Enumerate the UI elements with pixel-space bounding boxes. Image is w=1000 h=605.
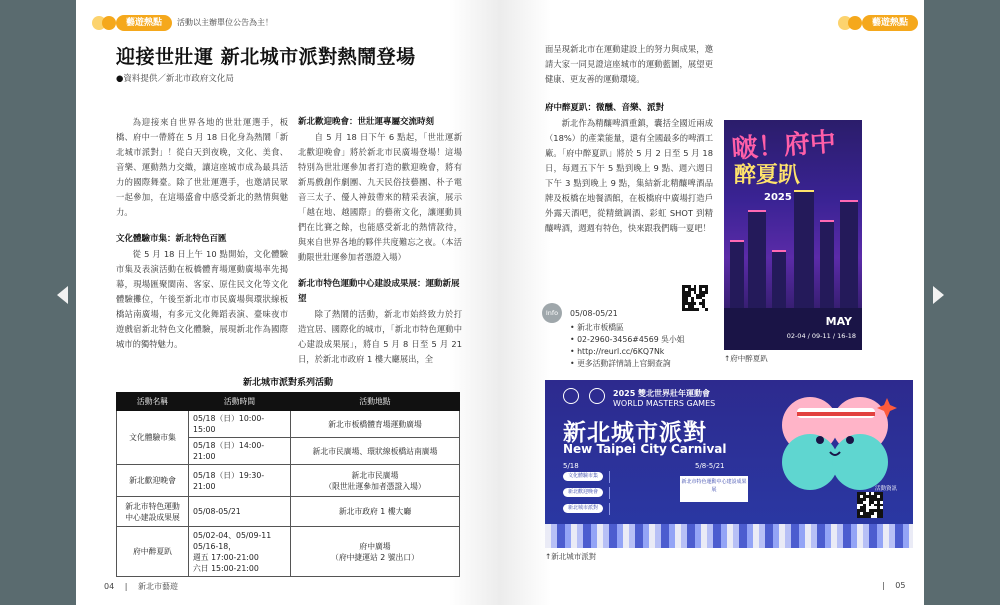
banner-event-en: WORLD MASTERS GAMES [613,399,716,408]
cell-name: 府中醉夏趴 [117,527,189,577]
cell-time: 05/02-04、05/09-11 05/16-18， 週五 17:00-21:00 六日 15:00-21:00 [189,527,291,577]
poster-image [724,120,862,350]
poster-caption: ↑府中醉夏趴 [724,354,768,363]
header-name: 活動名稱 [117,393,189,411]
credit-line: ●資料提供／新北市政府文化局 [116,74,234,84]
market-paragraph: 從 5 月 18 日上午 10 點開始，文化體驗市集及表演活動在板橋體育場運動廣場率先揭幕，現場匯聚閩南、客家、原住民文化等文化體驗攤位，午後至新北市市民廣場與環狀線板橋站南廣場，有多元文化舞蹈表演、臺味夜市遊戲宿新北特色文化體驗，展現新北作為國際城市的獨特魅力。 [116,249,288,349]
building-shape [820,220,834,310]
banner-pill: 新北歡迎晚會 [563,488,603,497]
info-url[interactable]: • http://reurl.cc/6KQ7Nk [570,346,685,358]
table-row [117,411,460,438]
table-row [117,497,460,527]
article-title: 迎接世壯運 新北城市派對熱鬧登場 [116,46,416,68]
column-1 [116,115,288,352]
info-list [570,322,685,370]
gala-paragraph: 自 5 月 18 日下午 6 點起，「世壯運新北歡迎晚會」將於新北市民廣場登場！這場特別為世壯運參加者打造的歡迎晚會，將有新馬戲創作劇團、九天民俗技藝團、朴子電音三太子、優人神鼓帶來的精采表演，展示「越在地、越國際」的藝術文化，讓運動員們在比賽之餘，也能感受新北的熱情款待，與來自世界各地的夥伴共度難忘之夜。（本活動限世壯運參加者憑證入場） [298,132,462,262]
dots-decoration-icon [92,16,116,30]
cell-place: 新北市民廣場、環狀線板橋站南廣場 [291,438,460,465]
page-footer: | 05 [882,581,906,590]
poster-dates: 02-04 / 09-11 / 16-18 [786,332,856,340]
poster-year: 2025 [764,192,792,203]
table-row [117,465,460,497]
prev-page-arrow-icon[interactable] [57,286,68,304]
qr-label: 活動資訊 [874,486,897,492]
expo-continued: 面呈現新北市在運動建設上的努力與成果，邀請大家一同見證這座城市的運動藍圖，展望更健康、更友善的運動環境。 [545,44,713,84]
table-title: 新北城市派對系列活動 [242,378,333,388]
dots-decoration-icon [838,16,862,30]
building-shape [772,250,786,310]
column-3 [545,42,713,236]
cell-name: 文化體驗市集 [117,411,189,465]
page-footer: 04 | 新北市藝遊 [104,582,178,591]
building-shape [748,210,766,310]
cell-name: 新北市特色運動 中心建設成果展 [117,497,189,527]
expo-paragraph: 除了熱鬧的活動，新北市始終致力於打造宜居、國際化的城市，「新北市特色運動中心建設成果展」，將自 5 月 8 日至 5 月 21 日，於新北市政府 1 樓大廳展出，全 [298,309,462,364]
banner-caption: ↑新北城市派對 [545,552,597,561]
next-page-arrow-icon[interactable] [933,286,944,304]
heading-beer: 府中醉夏趴：微醺、音樂、派對 [545,103,665,113]
cell-time: 05/18（日）14:00-21:00 [189,438,291,465]
cell-place: 新北市板橋體育場運動廣場 [291,411,460,438]
table-header-row [117,393,460,411]
page-number: 05 [895,581,906,590]
banner-qr-code-icon[interactable] [857,492,883,518]
header-time: 活動時間 [189,393,291,411]
heading-expo: 新北市特色運動中心建設成果展：運動新展望 [298,279,460,304]
info-more: • 更多活動詳情請上官網查詢 [570,358,685,370]
banner-pill: 新北城市派對 [563,504,603,513]
building-shape [794,190,814,310]
info-box [542,303,685,368]
section-tag: 藝遊熱點 [116,15,172,31]
left-page [76,0,500,605]
info-badge-icon: Info [542,303,562,323]
cell-place: 新北市民廣場 （限世壯運參加者憑證入場） [291,465,460,497]
cell-time: 05/18（日）19:30-21:00 [189,465,291,497]
banner-event-zh: 2025 雙北世界壯年運動會 [613,389,711,398]
pattern-strip [545,524,913,548]
events-table [116,392,460,577]
cell-name: 新北歡迎晚會 [117,465,189,497]
banner-pill: 文化體驗市集 [563,472,603,481]
magazine-name: 新北市藝遊 [137,582,178,591]
page-number: 04 [104,582,115,591]
banner-date-right: 5/8-5/21 [695,462,725,470]
event-detail-lines [609,471,669,483]
banner-title-zh: 新北城市派對 [563,420,707,446]
poster-title-1: 啵！府中 [731,127,837,165]
banner-date-left: 5/18 [563,462,579,470]
notice-text: 活動以主辦單位公告為主！ [177,18,273,27]
table-row [117,527,460,577]
intro-paragraph: 為迎接來自世界各地的世壯運選手，板橋、府中一帶將在 5 月 18 日化身為熱鬧「新北城市派對」！從白天到夜晚，文化、美食、音樂、運動熱力交織，讓這座城市成為最具活力的國際舞臺。除了世壯運選手，也邀請民眾一起參加，在這場盛會中感受新北的熱情與魅力。 [116,117,288,217]
qr-code-icon[interactable] [682,285,708,311]
banner-title-en: New Taipei City Carnival [563,442,727,456]
imga-logo-icon [563,388,579,404]
info-location: • 新北市板橋區 [570,322,685,334]
heading-market: 文化體驗市集：新北特色百匯 [116,234,227,244]
cell-time: 05/08-05/21 [189,497,291,527]
event-detail-lines [609,503,669,515]
heading-gala: 新北歡迎晚會：世壯運專屬交流時刻 [298,117,435,127]
right-page [500,0,924,605]
poster-month: MAY [825,315,852,328]
column-2 [298,115,462,367]
wmg-logo-icon [589,388,605,404]
section-tag: 藝遊熱點 [862,15,918,31]
event-detail-lines [609,487,669,499]
expo-card: 新北市特色運動中心建設成果展 [680,476,748,502]
cell-place: 府中廣場 （府中捷運站 2 號出口） [291,527,460,577]
building-shape [840,200,858,310]
info-phone: • 02-2960-3456#4569 吳小姐 [570,334,685,346]
info-date: 05/08-05/21 [570,309,618,318]
building-shape [730,240,744,310]
carnival-banner [545,380,913,548]
beer-paragraph: 新北作為精釀啤酒重鎮，囊括全國近兩成（18%）的產業能量，還有全國最多的啤酒工廠。「府中醉夏趴」將於 5 月 2 日至 5 月 18 日，每週五下午 5 點到晚上 9 點、週六週日下午 3 點到晚上 9 點，集結新北精釀啤酒品牌及板橋在地餐酒館，在板橋府中廣場打造戶外露天酒吧，從精緻調酒、彩虹 SHOT 到精釀啤酒，週週有特色，快來跟我們嗨一夏吧！ [545,118,713,233]
bullet-icon: ● [116,74,124,84]
poster-title-2: 醉夏趴 [734,163,801,188]
cell-time: 05/18（日）10:00-15:00 [189,411,291,438]
cell-place: 新北市政府 1 樓大廳 [291,497,460,527]
header-place: 活動地點 [291,393,460,411]
